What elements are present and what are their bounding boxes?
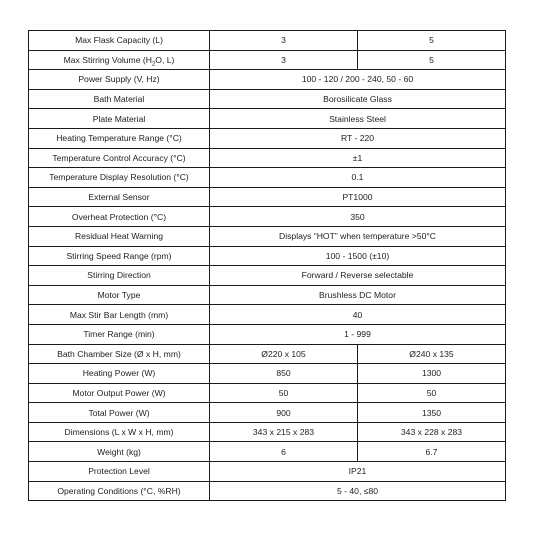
spec-label: Max Stir Bar Length (mm) xyxy=(29,305,210,325)
spec-value-model-b: 1350 xyxy=(358,403,506,423)
spec-label: Heating Temperature Range (°C) xyxy=(29,128,210,148)
spec-value-model-a: 50 xyxy=(210,383,358,403)
spec-value-model-a: 6 xyxy=(210,442,358,462)
spec-value-shared: Brushless DC Motor xyxy=(210,285,506,305)
spec-value-shared: ±1 xyxy=(210,148,506,168)
spec-table xyxy=(28,30,506,501)
table-row xyxy=(29,422,506,442)
spec-value-model-a: 3 xyxy=(210,31,358,51)
spec-label: Temperature Display Resolution (°C) xyxy=(29,168,210,188)
spec-value-model-a: 900 xyxy=(210,403,358,423)
spec-value-shared: Forward / Reverse selectable xyxy=(210,266,506,286)
spec-label: Overheat Protection (°C) xyxy=(29,207,210,227)
table-row xyxy=(29,481,506,501)
table-row xyxy=(29,285,506,305)
spec-value-model-b: 5 xyxy=(358,50,506,70)
table-row xyxy=(29,168,506,188)
spec-value-model-a: 343 x 215 x 283 xyxy=(210,422,358,442)
spec-value-shared: 5 - 40, ≤80 xyxy=(210,481,506,501)
spec-value-model-b: 5 xyxy=(358,31,506,51)
spec-label: Bath Material xyxy=(29,89,210,109)
table-row xyxy=(29,89,506,109)
spec-label: Total Power (W) xyxy=(29,403,210,423)
spec-value-shared: 100 - 120 / 200 - 240, 50 - 60 xyxy=(210,70,506,90)
spec-label: Motor Output Power (W) xyxy=(29,383,210,403)
table-row xyxy=(29,207,506,227)
table-row xyxy=(29,109,506,129)
spec-label: Power Supply (V, Hz) xyxy=(29,70,210,90)
spec-value-shared: RT - 220 xyxy=(210,128,506,148)
table-row xyxy=(29,187,506,207)
spec-value-model-b: 6.7 xyxy=(358,442,506,462)
spec-value-shared: Borosilicate Glass xyxy=(210,89,506,109)
spec-value-model-a: 850 xyxy=(210,364,358,384)
table-row xyxy=(29,50,506,70)
table-row xyxy=(29,128,506,148)
spec-label: Max Flask Capacity (L) xyxy=(29,31,210,51)
spec-label: Temperature Control Accuracy (°C) xyxy=(29,148,210,168)
spec-label: Stirring Direction xyxy=(29,266,210,286)
spec-label: Dimensions (L x W x H, mm) xyxy=(29,422,210,442)
table-row xyxy=(29,344,506,364)
table-row xyxy=(29,403,506,423)
spec-value-model-a: 3 xyxy=(210,50,358,70)
spec-label: Max Stirring Volume ($H_2O$, L) xyxy=(29,50,210,70)
table-row xyxy=(29,442,506,462)
spec-label: Operating Conditions (°C, %RH) xyxy=(29,481,210,501)
spec-value-model-b: Ø240 x 135 xyxy=(358,344,506,364)
spec-value-shared: 100 - 1500 (±10) xyxy=(210,246,506,266)
table-row xyxy=(29,305,506,325)
spec-label: Timer Range (min) xyxy=(29,324,210,344)
table-row xyxy=(29,148,506,168)
spec-label: Heating Power (W) xyxy=(29,364,210,384)
spec-label: Motor Type xyxy=(29,285,210,305)
table-row xyxy=(29,70,506,90)
spec-value-model-b: 50 xyxy=(358,383,506,403)
spec-value-model-b: 343 x 228 x 283 xyxy=(358,422,506,442)
spec-value-shared: 1 - 999 xyxy=(210,324,506,344)
table-row xyxy=(29,324,506,344)
spec-label: Weight (kg) xyxy=(29,442,210,462)
spec-label: Residual Heat Warning xyxy=(29,226,210,246)
table-row xyxy=(29,226,506,246)
spec-label: External Sensor xyxy=(29,187,210,207)
table-row xyxy=(29,364,506,384)
spec-value-model-a: Ø220 x 105 xyxy=(210,344,358,364)
spec-value-shared: 350 xyxy=(210,207,506,227)
spec-value-shared: Stainless Steel xyxy=(210,109,506,129)
table-row xyxy=(29,266,506,286)
spec-value-shared: 0.1 xyxy=(210,168,506,188)
spec-value-shared: 40 xyxy=(210,305,506,325)
spec-value-shared: PT1000 xyxy=(210,187,506,207)
spec-label: Bath Chamber Size (Ø x H, mm) xyxy=(29,344,210,364)
table-row xyxy=(29,246,506,266)
table-row xyxy=(29,31,506,51)
table-row xyxy=(29,383,506,403)
spec-value-shared: IP21 xyxy=(210,462,506,482)
spec-value-model-b: 1300 xyxy=(358,364,506,384)
spec-value-shared: Displays “HOT” when temperature >50°C xyxy=(210,226,506,246)
table-row xyxy=(29,462,506,482)
spec-label: Stirring Speed Range (rpm) xyxy=(29,246,210,266)
spec-label: Plate Material xyxy=(29,109,210,129)
spec-label: Protection Level xyxy=(29,462,210,482)
